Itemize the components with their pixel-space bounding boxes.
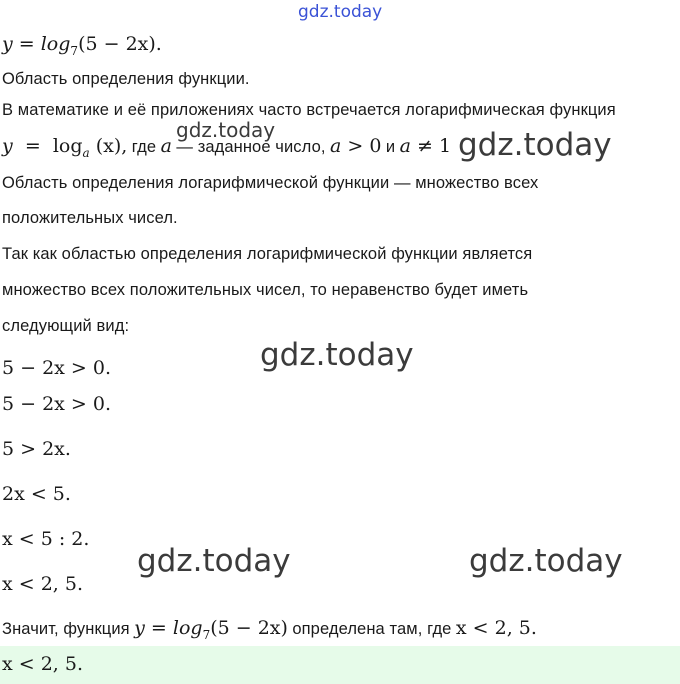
domain-heading: Область определения функции.: [2, 70, 250, 88]
reason-line-3: следующий вид:: [2, 317, 130, 335]
step-3: 5 > 2x.: [2, 438, 71, 460]
watermark: gdz.today: [260, 337, 414, 373]
watermark: gdz.today: [176, 118, 276, 142]
watermark: gdz.today: [458, 127, 612, 163]
watermark: gdz.today: [137, 543, 291, 579]
step-4: 2x < 5.: [2, 483, 71, 505]
step-6: x < 2, 5.: [2, 573, 84, 595]
watermark-top: gdz.today: [298, 2, 383, 22]
domain-text-line-1: Область определения логарифмической функции — множество всех: [2, 174, 539, 192]
reason-line-1: Так как областью определения логарифмической функции является: [2, 245, 533, 263]
watermark: gdz.today: [469, 543, 623, 579]
step-2: 5 − 2x > 0.: [2, 393, 112, 415]
conclusion-line: Значит, функция $y = \log_7(5 - 2x)$ определена там, где x < 2, 5.: [2, 617, 537, 642]
final-answer: x < 2, 5.: [2, 653, 84, 675]
intro-paragraph: В математике и её приложениях часто встречается логарифмическая функция: [2, 101, 616, 119]
function-formula: $y = \log_7(5 - 2x)$.: [2, 33, 162, 58]
reason-line-2: множество всех положительных чисел, то неравенство будет иметь: [2, 281, 529, 299]
step-1: 5 − 2x > 0.: [2, 357, 112, 379]
answer-box: [0, 646, 680, 684]
domain-text-line-2: положительных чисел.: [2, 209, 178, 227]
step-5: x < 5 : 2.: [2, 528, 90, 550]
log-definition-line: $y = \log_a (x)$, где a — заданное число, a > 0 и a ≠ 1: [2, 135, 452, 160]
